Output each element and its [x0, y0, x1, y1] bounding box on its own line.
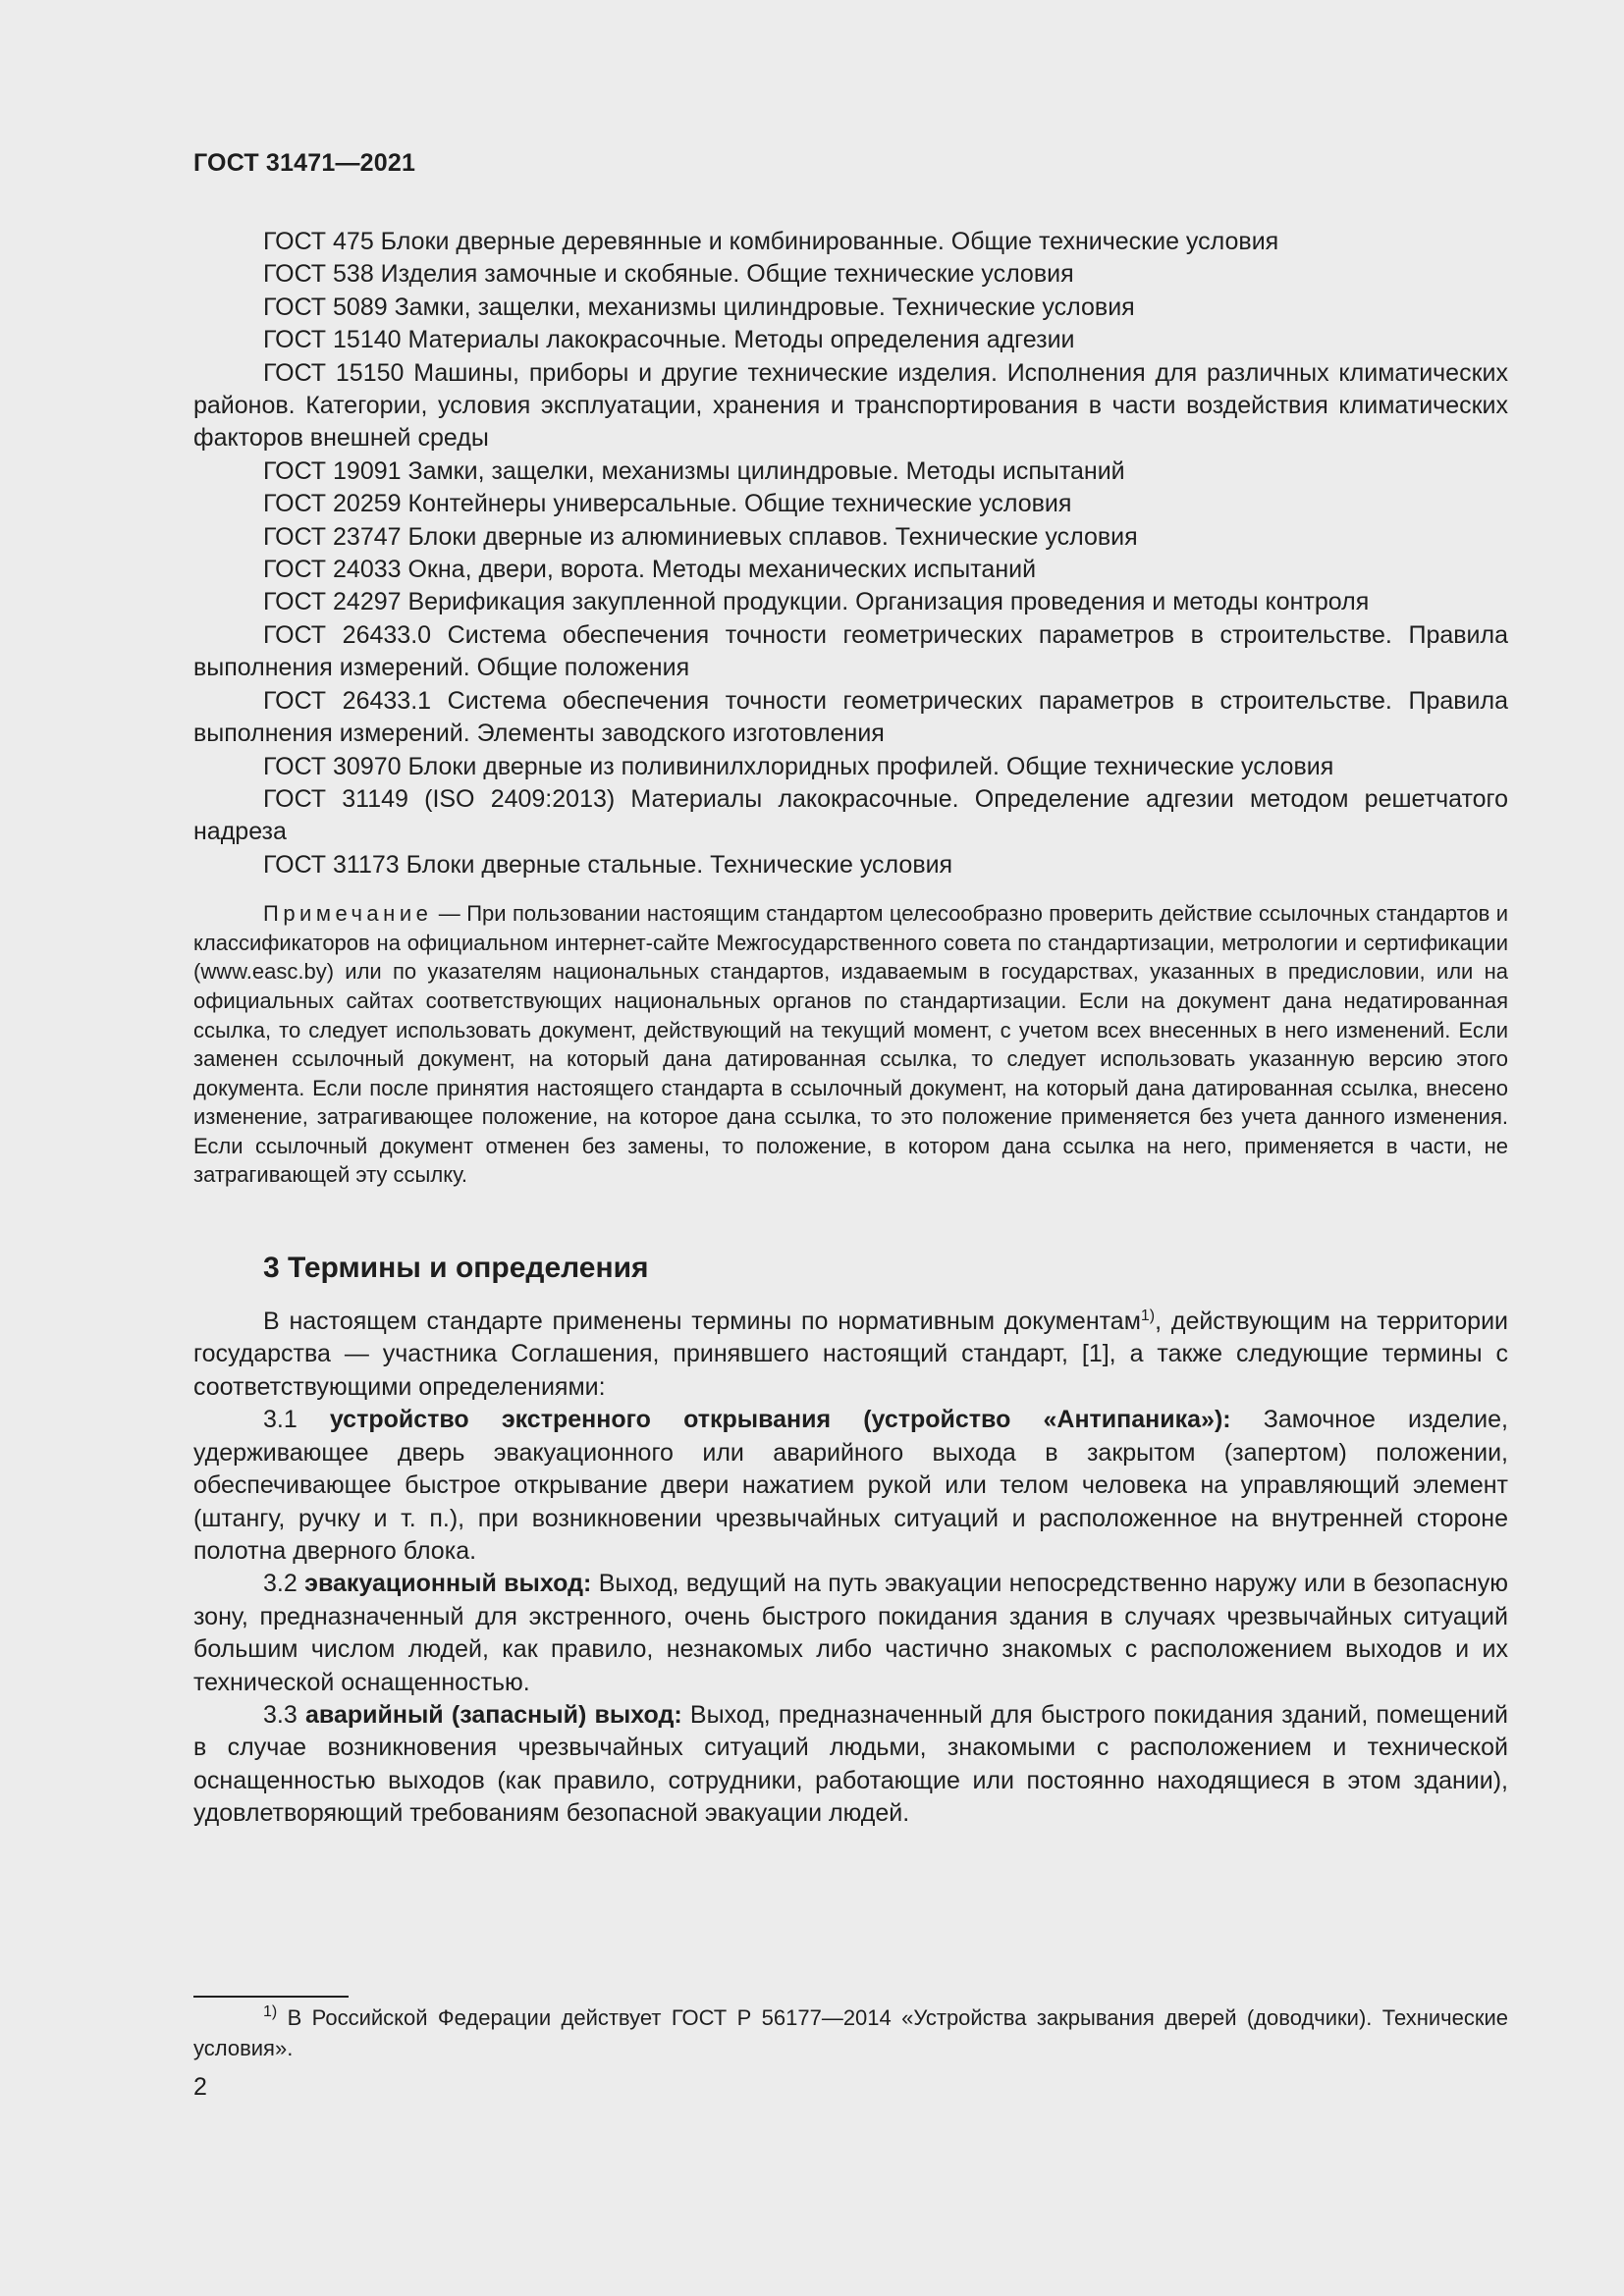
footnote-marker: 1)	[263, 2003, 278, 2020]
reference-item: ГОСТ 15140 Материалы лакокрасочные. Методы определения адгезии	[263, 326, 1075, 354]
term-name: эвакуационный выход:	[304, 1570, 592, 1598]
footnote-ref: 1)	[1140, 1308, 1156, 1325]
section-intro	[193, 1306, 1508, 1404]
intro-text-b: , действующим на территории государства — участника Соглашения, принявшего настоящий стандарт, [1], а также следующие термины с соответствующими определениями:	[193, 1308, 1508, 1401]
reference-item: ГОСТ 5089 Замки, защелки, механизмы цилиндровые. Технические условия	[263, 293, 1135, 321]
document-header: ГОСТ 31471—2021	[193, 149, 416, 177]
reference-item: ГОСТ 538 Изделия замочные и скобяные. Общие технические условия	[263, 260, 1074, 289]
reference-item: ГОСТ 20259 Контейнеры универсальные. Общие технические условия	[263, 490, 1072, 518]
term-name: аварийный (запасный) выход:	[305, 1700, 682, 1729]
term-def: Выход, ведущий на путь эвакуации непосредственно наружу или в безопасную зону, предназначенный для экстренного, очень быстрого покидания здания в случаях чрезвычайных ситуаций большим числом людей, как правило, незнакомых либо частично знакомых с расположением выходов и их технической оснащенностью.	[193, 1570, 1509, 1696]
term-def: Выход, предназначенный для быстрого покидания зданий, помещений в случае возникновения чрезвычайных ситуаций людьми, знакомыми с расположением и технической оснащенностью выходов (как правило, сотрудники, работающие или постоянно находящиеся в этом здании), удовлетворяющий требованиям безопасной эвакуации людей.	[193, 1700, 1508, 1828]
term-number: 3.3	[263, 1700, 305, 1729]
footnote-paragraph	[193, 2002, 1508, 2063]
note-paragraph	[193, 899, 1508, 1190]
reference-item: ГОСТ 19091 Замки, защелки, механизмы цилиндровые. Методы испытаний	[263, 456, 1125, 485]
term-def: Замочное изделие, удерживающее дверь эвакуационного или аварийного выхода в закрытом (запертом) положении, обеспечивающее быстрое открывание двери нажатием рукой или телом человека на управляющий элемент (штангу, ручку и т. п.), при возникновении чрезвычайных ситуаций и расположенное на внутренней стороне полотна дверного блока.	[193, 1406, 1508, 1565]
term-number: 3.1	[263, 1406, 330, 1434]
intro-text-a: В настоящем стандарте применены термины по нормативным документам	[263, 1308, 1141, 1336]
term-name: устройство экстренного открывания (устройство «Антипаника»):	[329, 1406, 1231, 1434]
reference-item: ГОСТ 31173 Блоки дверные стальные. Технические условия	[263, 850, 953, 879]
footnote-divider	[193, 1996, 349, 1998]
footnote-text: В Российской Федерации действует ГОСТ Р 56177—2014 «Устройства закрывания дверей (доводчики). Технические условия».	[193, 2005, 1508, 2060]
normative-references-list	[193, 226, 1508, 881]
reference-item: ГОСТ 24033 Окна, двери, ворота. Методы механических испытаний	[263, 556, 1037, 584]
reference-item: ГОСТ 24297 Верификация закупленной продукции. Организация проведения и методы контроля	[263, 588, 1370, 616]
section-heading: 3 Термины и определения	[263, 1252, 649, 1285]
note-label: Примечание	[263, 901, 433, 927]
term-definition	[193, 1404, 1508, 1568]
note-text: — При пользовании настоящим стандартом целесообразно проверить действие ссылочных стандартов и классификаторов на официальном интернет-сайте Межгосударственного совета по стандартизации, метрологии и сертификации (www.easc.by) или по указателям национальных стандартов, издаваемым в государствах, указанных в предисловии, или на официальных сайтах соответствующих национальных органов по стандартизации. Если на документ дана недатированная ссылка, то следует использовать документ, действующий на текущий момент, с учетом всех внесенных в него изменений. Если заменен ссылочный документ, на который дана датированная ссылка, то следует использовать указанную версию этого документа. Если после принятия настоящего стандарта в ссылочный документ, на который дана датированная ссылка, внесено изменение, затрагивающее положение, на которое дана ссылка, то это положение применяется без учета данного изменения. Если ссылочный документ отменен без замены, то положение, в котором дана ссылка на него, применяется в части, не затрагивающей эту ссылку.	[193, 901, 1508, 1188]
page-content	[193, 226, 1508, 1831]
page-number: 2	[193, 2073, 207, 2101]
reference-item: ГОСТ 26433.0 Система обеспечения точности геометрических параметров в строительстве. Правила выполнения измерений. Общие положения	[193, 620, 1508, 682]
reference-item: ГОСТ 26433.1 Система обеспечения точности геометрических параметров в строительстве. Правила выполнения измерений. Элементы заводского изготовления	[193, 686, 1508, 748]
reference-item: ГОСТ 30970 Блоки дверные из поливинилхлоридных профилей. Общие технические условия	[263, 752, 1334, 780]
reference-item: ГОСТ 23747 Блоки дверные из алюминиевых сплавов. Технические условия	[263, 522, 1138, 551]
term-definition	[193, 1699, 1508, 1831]
term-definition	[193, 1568, 1508, 1699]
reference-item: ГОСТ 15150 Машины, приборы и другие технические изделия. Исполнения для различных климатических районов. Категории, условия эксплуатации, хранения и транспортирования в части воздействия климатических факторов внешней среды	[193, 358, 1508, 453]
term-number: 3.2	[263, 1570, 305, 1598]
reference-item: ГОСТ 475 Блоки дверные деревянные и комбинированные. Общие технические условия	[263, 228, 1279, 255]
reference-item: ГОСТ 31149 (ISO 2409:2013) Материалы лакокрасочные. Определение адгезии методом решетчатого надреза	[193, 784, 1508, 846]
footnote	[193, 2002, 1508, 2063]
